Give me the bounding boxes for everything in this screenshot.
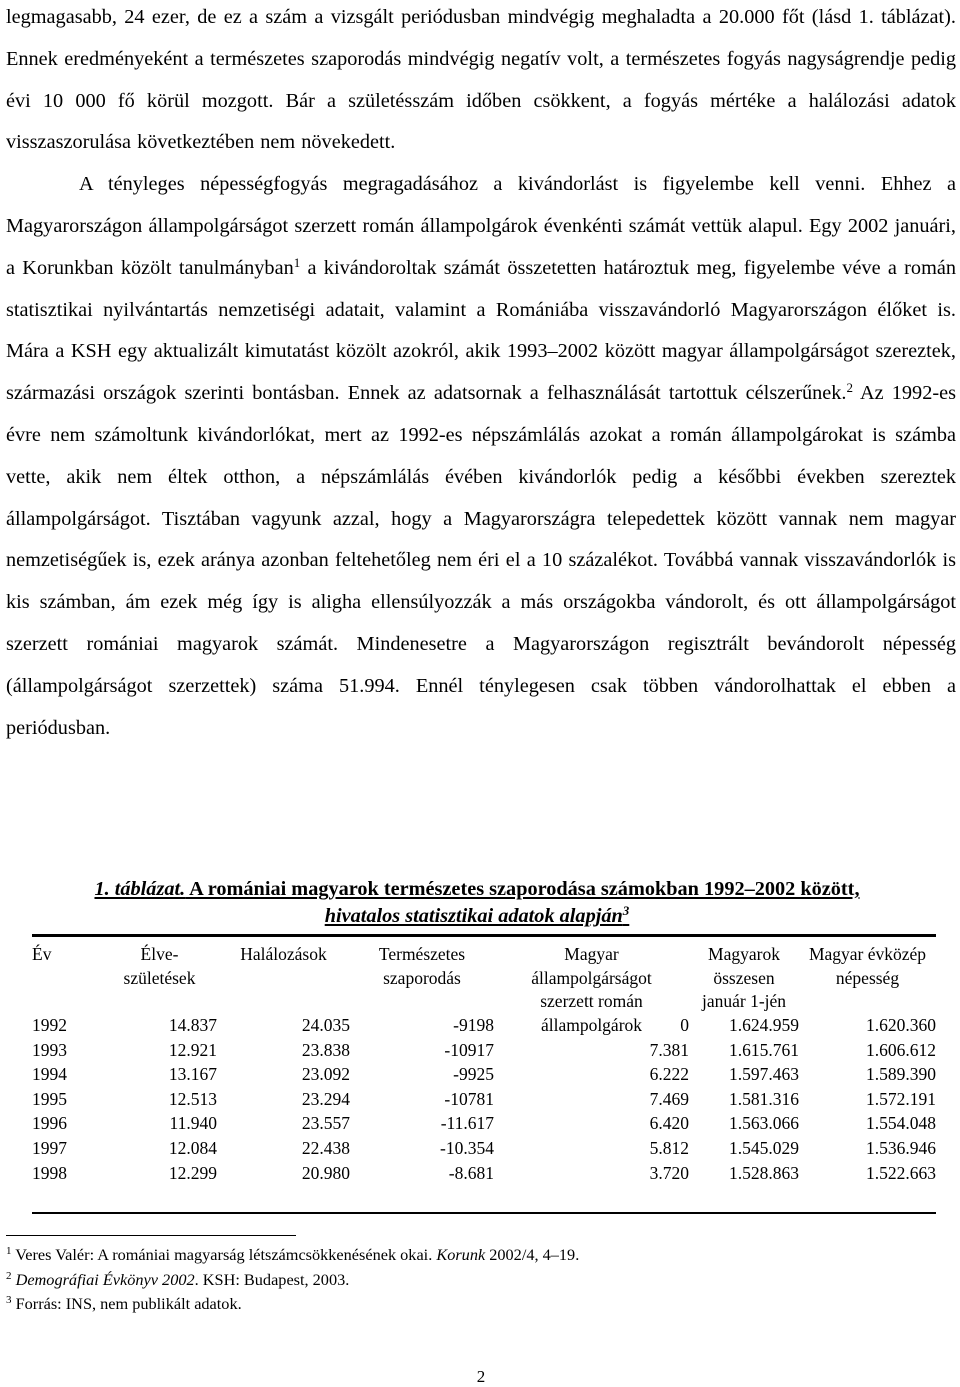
cell-citizenship: 5.812 bbox=[649, 1137, 689, 1158]
cell-natural-increase: -8.681 bbox=[350, 1161, 494, 1190]
cell-total-jan1: 1.545.029 bbox=[729, 1137, 799, 1158]
cell-births: 12.921 bbox=[168, 1039, 217, 1060]
cell-deaths: 23.557 bbox=[301, 1113, 350, 1134]
cell-year: 1996 bbox=[32, 1113, 67, 1134]
population-table bbox=[32, 934, 936, 1214]
cell-total-jan1: 1.624.959 bbox=[729, 1015, 799, 1035]
footnote-1-number: 1 bbox=[6, 1245, 12, 1257]
cell-year: 1995 bbox=[32, 1088, 67, 1109]
cell-natural-increase: -10917 bbox=[444, 1039, 494, 1060]
table-caption-line-2 bbox=[0, 903, 954, 930]
table-row bbox=[32, 1136, 936, 1161]
cell-deaths: 22.438 bbox=[301, 1137, 350, 1158]
footnote-3-text: Forrás: INS, nem publikált adatok. bbox=[11, 1294, 242, 1313]
footnote-3 bbox=[6, 1292, 579, 1317]
header-ossz-2: összesen bbox=[713, 967, 775, 988]
header-elve-2: születések bbox=[123, 967, 196, 988]
cell-midyear: 1.536.946 bbox=[866, 1137, 936, 1158]
paragraph-2 bbox=[6, 164, 956, 749]
cell-citizenship: 6.222 bbox=[649, 1064, 689, 1085]
table-row bbox=[32, 1013, 936, 1038]
cell-midyear: 1.606.612 bbox=[866, 1039, 936, 1060]
body-text bbox=[6, 0, 956, 749]
cell-total-jan1: 1.581.316 bbox=[729, 1088, 799, 1109]
paragraph-2-part-1: A tényleges népességfogyás megragadásához a kivándorlást is figyelembe kell venni. Ehhez a Magyarországon állampolgárságot szerzett román állampolgárok évenkénti számát vettük alapul. Egy 2002 januári, a Korunkban közölt tanulmányban bbox=[6, 173, 956, 279]
cell-deaths: 20.980 bbox=[217, 1161, 350, 1190]
cell-natural-increase: -9925 bbox=[453, 1064, 494, 1085]
paragraph-1 bbox=[6, 0, 956, 164]
cell-births: 13.167 bbox=[168, 1064, 217, 1085]
cell-total-jan1: 1.597.463 bbox=[729, 1064, 799, 1085]
table-caption-title: A romániai magyarok természetes szaporodása számokban 1992–2002 között, bbox=[185, 878, 860, 900]
footnotes bbox=[6, 1243, 579, 1317]
cell-year: 1994 bbox=[32, 1064, 67, 1085]
table-caption-number: 1. táblázat. bbox=[94, 878, 186, 900]
cell-citizenship: 7.381 bbox=[649, 1039, 689, 1060]
header-halal-text: Halálozások bbox=[240, 944, 327, 964]
footnote-2-tail: . KSH: Budapest, 2003. bbox=[194, 1269, 350, 1289]
header-evkozep-1: Magyar évközép bbox=[808, 944, 927, 964]
footnote-ref-3[interactable]: 3 bbox=[622, 903, 630, 918]
cell-natural-increase: -9198 bbox=[453, 1015, 494, 1035]
footnote-2-number: 2 bbox=[6, 1269, 12, 1282]
cell-natural-increase: -10781 bbox=[444, 1088, 494, 1109]
cell-births: 11.940 bbox=[169, 1113, 217, 1134]
cell-year: 1997 bbox=[32, 1137, 67, 1158]
cell-deaths: 23.294 bbox=[301, 1088, 350, 1109]
header-magyar-1: Magyar bbox=[564, 944, 619, 964]
paragraph-1-part-1: legmagasabb, 24 ezer, de ez a szám a vizsgált periódusban mindvégig meghaladta a 20.000 főt (lásd 1. táblázat). Ennek eredményeként a természetes szaporodás mindvégig negatív volt, a természetes fogyás nagyságrendje pedig évi 10 000 fő körül mozgott. bbox=[6, 6, 956, 112]
footnote-ref-2[interactable]: 2 bbox=[846, 380, 853, 396]
footnote-1 bbox=[6, 1243, 579, 1268]
cell-natural-increase: -11.617 bbox=[440, 1113, 494, 1134]
table-row bbox=[32, 1038, 936, 1063]
cell-citizenship: 3.720 bbox=[494, 1161, 689, 1190]
table-row bbox=[32, 1111, 936, 1136]
page-number: 2 bbox=[476, 1367, 486, 1386]
header-ev-text: Év bbox=[32, 944, 52, 964]
cell-citizenship: 0 bbox=[680, 1015, 689, 1035]
cell-deaths: 23.092 bbox=[301, 1064, 350, 1085]
header-term-1: Természetes bbox=[378, 944, 466, 964]
paragraph-2-part-3: Az 1992-es évre nem számoltunk kivándorlókat, mert az 1992-es népszámlálás azokat a román állampolgárokat is számba vette, akik nem éltek otthon, a népszámlálás évében kivándorlók pedig a későbbi években szereztek állampolgárságot. Tisztában vagyunk azzal, hogy a Magyarországra telepedettek között vannak nem magyar nemzetiségűek is, ezek aránya azonban feltehetőleg nem éri el a 10 százalékot. Továbbá vannak visszavándorlók is kis számban, ám ezek még így is aligha ellensúlyozzák a más országokba vándorolt, és ott állampolgárságot szerzett romániai magyarok számát. Mindenesetre a Magyarországon regisztrált bevándorolt népesség (állampolgárságot szerzettek) száma 51.994. Ennél ténylegesen csak többen vándorolhattak el ebben a periódusban. bbox=[6, 382, 956, 739]
cell-citizenship: 6.420 bbox=[649, 1113, 689, 1134]
header-elve-1: Élve- bbox=[140, 944, 179, 964]
table-row bbox=[32, 1062, 936, 1087]
header-term-2: szaporodás bbox=[383, 967, 461, 988]
footnote-1-journal: Korunk bbox=[436, 1245, 486, 1264]
header-ossz-3: január 1-jén bbox=[701, 991, 787, 1011]
footnote-2 bbox=[6, 1268, 579, 1293]
table-caption bbox=[0, 876, 954, 930]
table-row bbox=[32, 1161, 936, 1190]
cell-total-jan1: 1.563.066 bbox=[729, 1113, 799, 1134]
paragraph-2-part-2: a kivándoroltak számát összetetten határoztuk meg, figyelembe véve a román statisztikai nyilvántartás nemzetiségi adatait, valamint a Romániába visszavándorló Magyarországon élőket is. Mára a KSH egy aktualizált kimutatást közölt azokról, akik 1993–2002 között magyar állampolgárságot szereztek, származási országok szerinti bontásban. Ennek az adatsornak a felhasználását tartottuk célszerűnek. bbox=[6, 256, 956, 405]
cell-births: 14.837 bbox=[168, 1015, 217, 1035]
footnote-divider bbox=[6, 1235, 296, 1236]
document-page bbox=[6, 0, 956, 749]
cell-year: 1992 bbox=[32, 1015, 67, 1035]
header-magyar-2: állampolgárságot bbox=[531, 967, 652, 988]
header-evkozep-2: népesség bbox=[835, 967, 900, 988]
paragraph-1-part-2: Bár a születésszám időben csökkent, a fogyás mértéke a halálozási adatok visszaszorulása következtében nem növekedett. bbox=[6, 89, 956, 154]
cell-year: 1993 bbox=[32, 1039, 67, 1060]
cell-midyear: 1.620.360 bbox=[866, 1015, 936, 1035]
cell-deaths: 23.838 bbox=[301, 1039, 350, 1060]
cell-midyear: 1.589.390 bbox=[866, 1064, 936, 1085]
header-magyar-4: állampolgárok bbox=[540, 1014, 643, 1035]
footnote-3-number: 3 bbox=[6, 1294, 12, 1306]
header-ossz-1: Magyarok bbox=[708, 944, 780, 964]
cell-midyear: 1.522.663 bbox=[799, 1161, 936, 1190]
cell-births: 12.299 bbox=[102, 1161, 217, 1190]
footnote-1-tail: 2002/4, 4–19. bbox=[485, 1245, 580, 1264]
table-caption-subtitle: hivatalos statisztikai adatok alapján bbox=[324, 905, 623, 927]
cell-midyear: 1.554.048 bbox=[866, 1113, 936, 1134]
table-caption-line-1 bbox=[0, 876, 954, 903]
cell-births: 12.084 bbox=[168, 1137, 217, 1158]
cell-citizenship: 7.469 bbox=[649, 1088, 689, 1109]
cell-year: 1998 bbox=[32, 1161, 102, 1190]
table-row bbox=[32, 1087, 936, 1112]
cell-midyear: 1.572.191 bbox=[866, 1088, 936, 1109]
cell-total-jan1: 1.528.863 bbox=[689, 1161, 799, 1190]
footnote-2-title: Demográfiai Évkönyv 2002 bbox=[11, 1269, 195, 1289]
footnote-1-text: Veres Valér: A romániai magyarság létszámcsökkenésének okai. bbox=[11, 1245, 437, 1264]
cell-births: 12.513 bbox=[168, 1088, 217, 1109]
cell-deaths: 24.035 bbox=[301, 1015, 350, 1035]
cell-total-jan1: 1.615.761 bbox=[729, 1039, 799, 1060]
footnote-ref-1[interactable]: 1 bbox=[293, 254, 301, 270]
cell-natural-increase: -10.354 bbox=[440, 1137, 494, 1158]
header-magyar-3: szerzett román bbox=[540, 991, 643, 1011]
